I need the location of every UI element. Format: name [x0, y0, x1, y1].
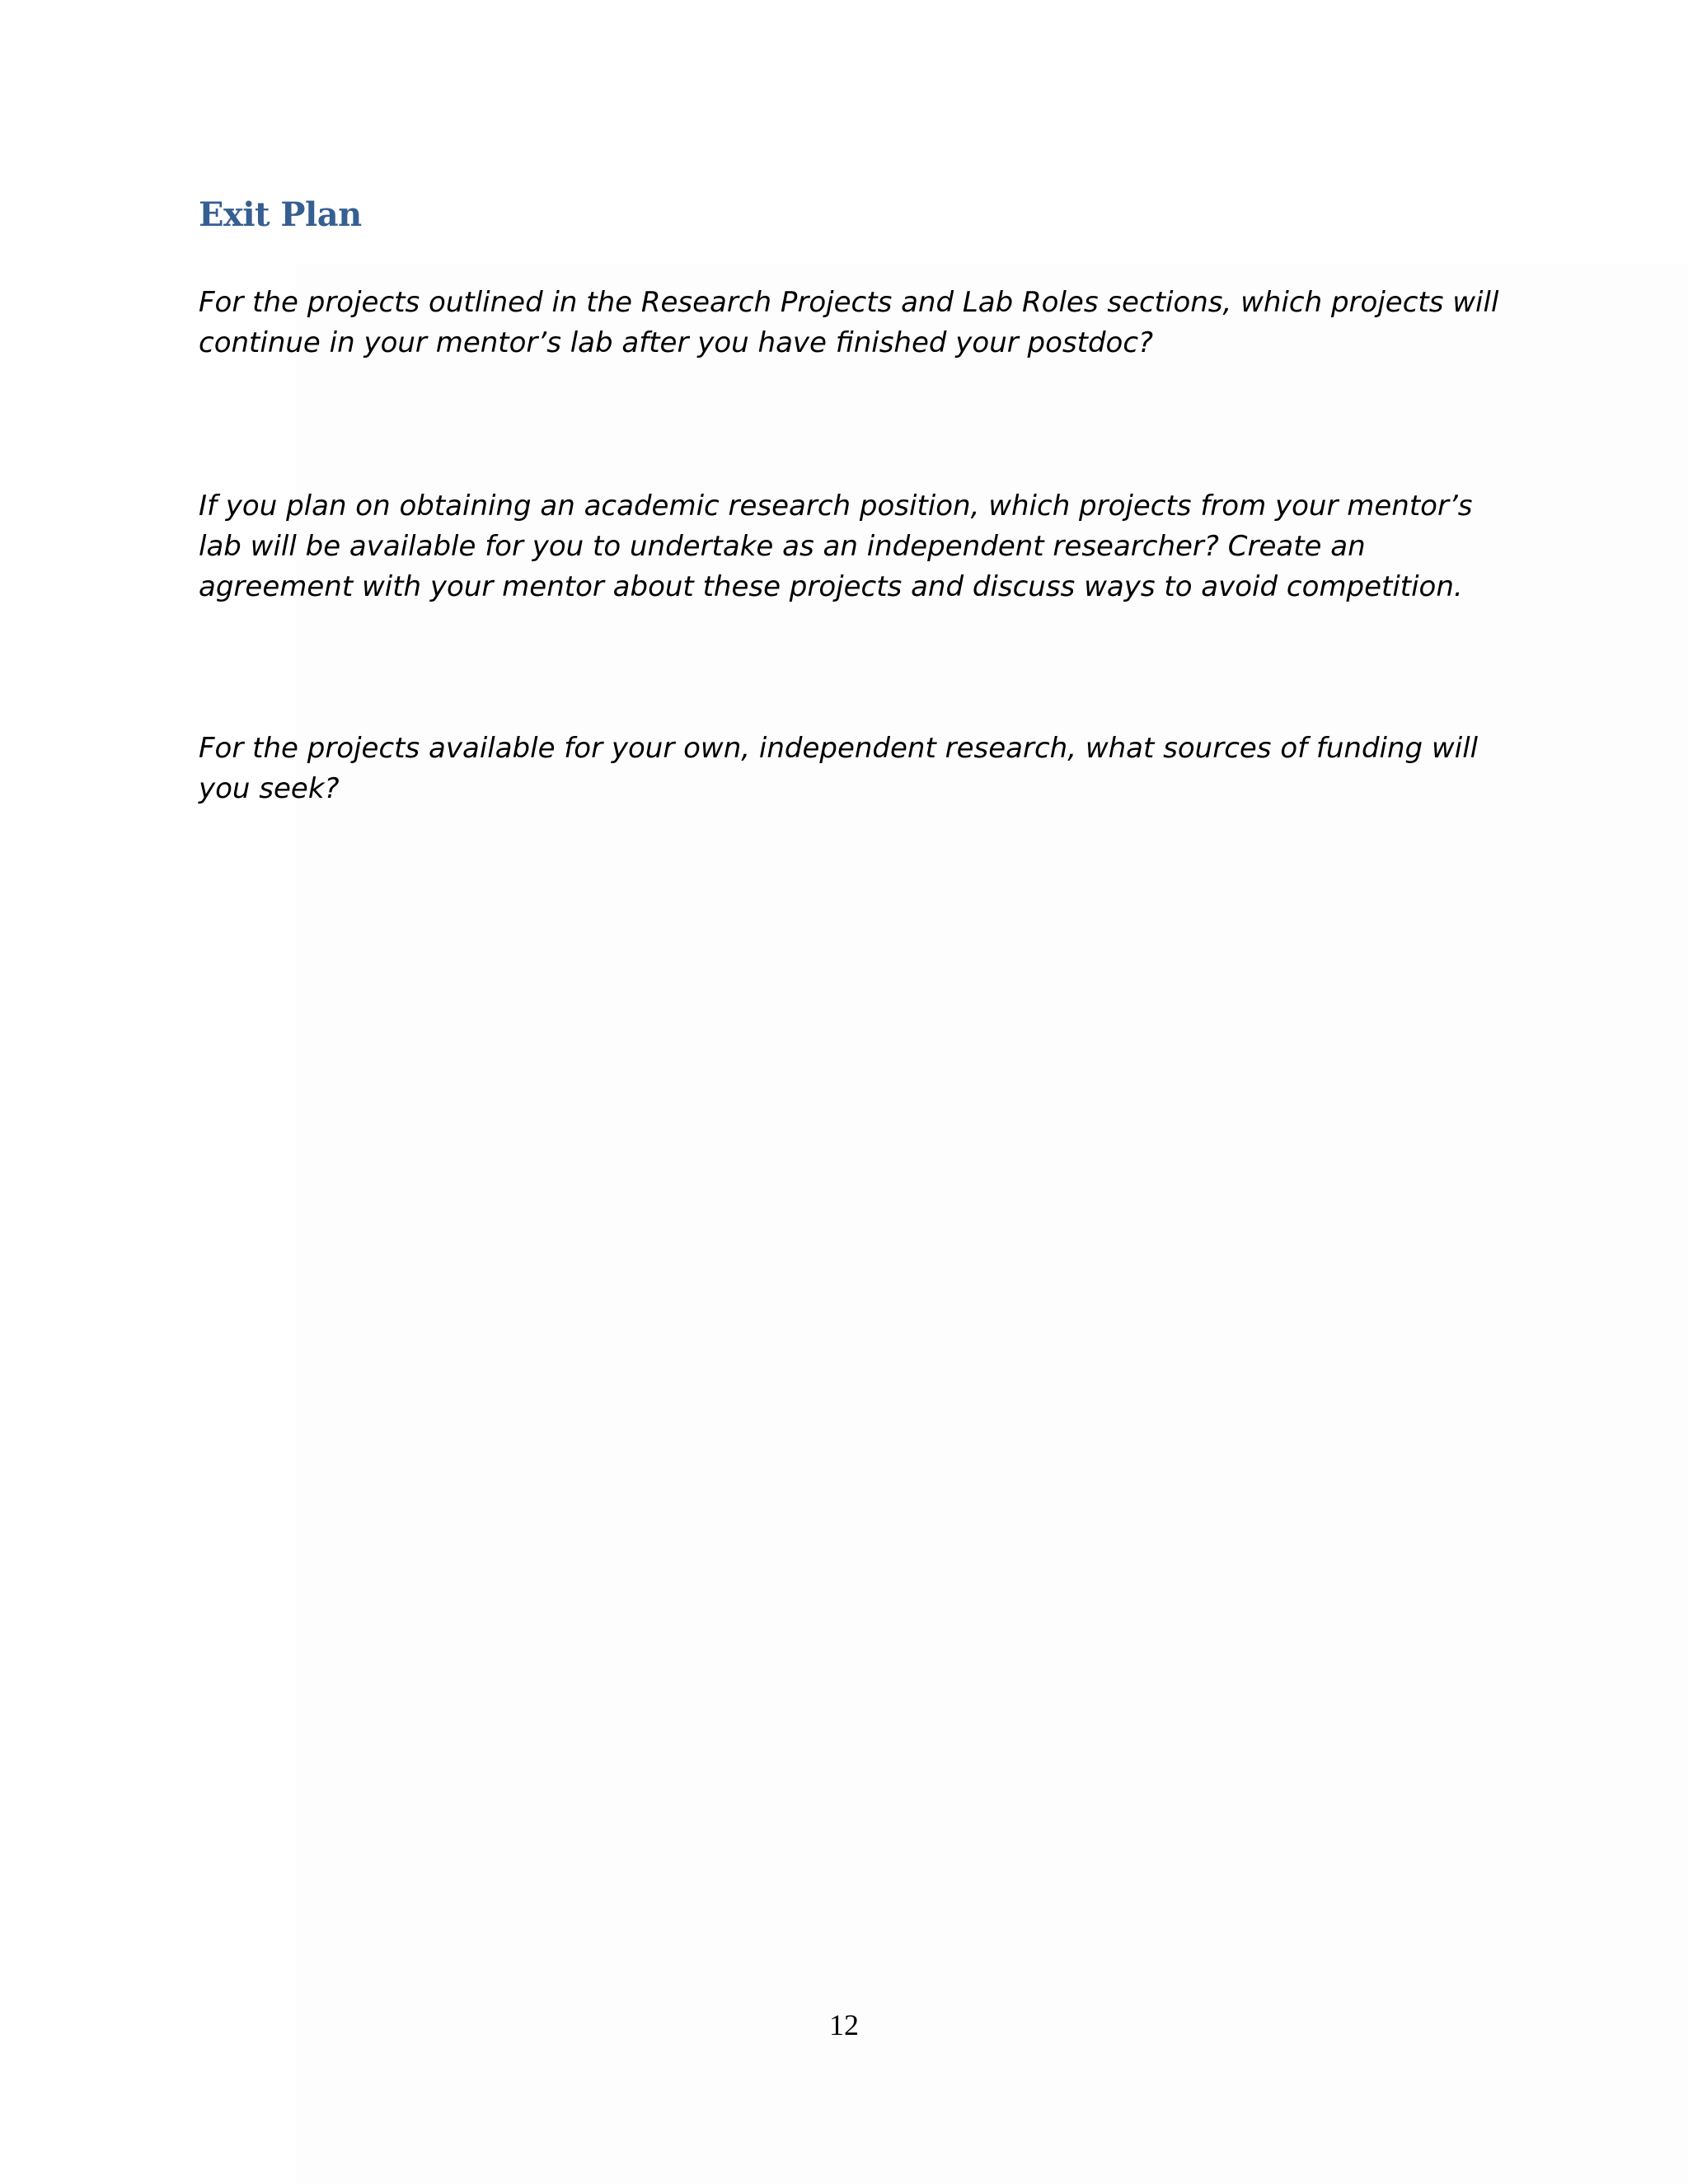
page-number: 12: [829, 2008, 859, 2041]
question-independent-projects: If you plan on obtaining an academic research position, which projects from your mentor’s lab will be available for you to undertake as an independent researcher? Create an agreement with your mentor about these projects and discuss ways to avoid competition.: [199, 490, 1473, 603]
question-funding-sources: For the projects available for your own, independent research, what sources of funding will you seek?: [199, 732, 1479, 805]
section-title: Exit Plan: [199, 195, 362, 234]
question-projects-continuing: For the projects outlined in the Research Projects and Lab Roles sections, which projects will continue in your mentor’s lab after you have finished your postdoc?: [199, 286, 1499, 359]
